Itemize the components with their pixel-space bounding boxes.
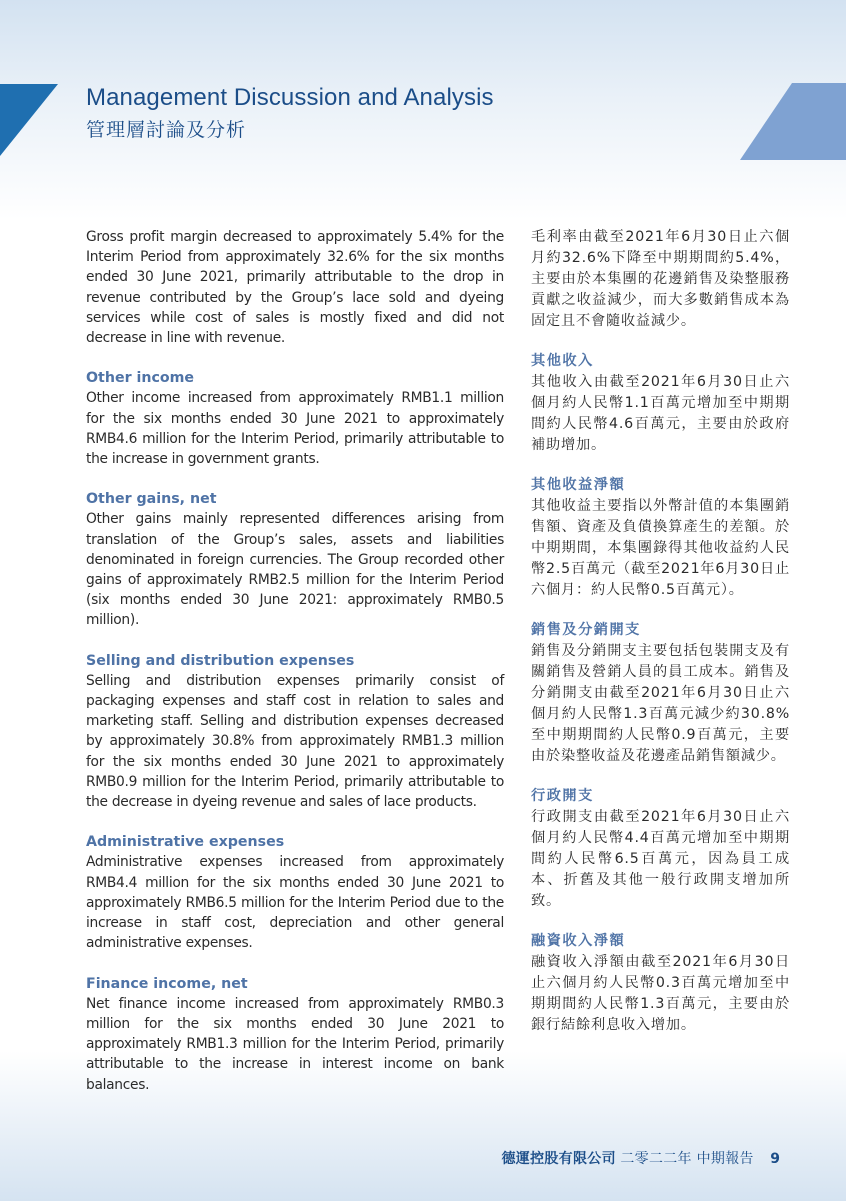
section-heading: Selling and distribution expenses bbox=[86, 652, 355, 669]
section-heading: Finance income, net bbox=[86, 975, 248, 992]
section-other-gains-en bbox=[86, 489, 504, 630]
page-footer bbox=[501, 1148, 780, 1168]
section-selling-expenses-zh bbox=[531, 620, 790, 767]
section-heading: 行政開支 bbox=[531, 788, 594, 804]
section-body: Administrative expenses increased from approximately RMB4.4 million for the six months ended 30 June 2021 to approximately RMB6.5 million for the Interim Period due to the increase in staff cost, depreciation and other general administrative expenses. bbox=[86, 854, 504, 952]
right-corner-triangle bbox=[740, 83, 846, 160]
section-heading: 其他收益淨額 bbox=[531, 477, 626, 493]
english-column bbox=[86, 227, 504, 1095]
section-heading: 銷售及分銷開支 bbox=[531, 622, 641, 638]
section-body: 銷售及分銷開支主要包括包裝開支及有關銷售及營銷人員的員工成本。銷售及分銷開支由截至2021年6月30日止六個月約人民幣1.3百萬元減少約30.8%至中期期間約人民幣0.9百萬元，主要由於染整收益及花邊產品銷售額減少。 bbox=[531, 643, 790, 764]
section-other-income-en bbox=[86, 368, 504, 469]
intro-paragraph-en: Gross profit margin decreased to approximately 5.4% for the Interim Period from approximately 32.6% for the six months ended 30 June 2021, primarily attributable to the drop in revenue contributed by the Group’s lace sold and dyeing services while cost of sales is mostly fixed and did not decrease in line with revenue. bbox=[86, 229, 504, 347]
page-title-english: Management Discussion and Analysis bbox=[86, 84, 494, 111]
section-finance-income-en bbox=[86, 974, 504, 1095]
section-admin-expenses-zh bbox=[531, 786, 790, 912]
page-number: 9 bbox=[770, 1151, 780, 1167]
section-other-income-zh bbox=[531, 351, 790, 456]
section-admin-expenses-en bbox=[86, 832, 504, 953]
section-heading: 融資收入淨額 bbox=[531, 933, 626, 949]
section-heading: Administrative expenses bbox=[86, 834, 285, 851]
chinese-column bbox=[531, 227, 790, 1036]
section-finance-income-zh bbox=[531, 931, 790, 1036]
footer-company-name: 德運控股有限公司 bbox=[501, 1151, 616, 1167]
section-body: Other income increased from approximately RMB1.1 million for the six months ended 30 June 2021 to approximately RMB4.6 million for the Interim Period, primarily attributable to the increase in government grants. bbox=[86, 390, 504, 468]
section-heading: Other income bbox=[86, 370, 195, 387]
section-other-gains-zh bbox=[531, 475, 790, 601]
section-heading: Other gains, net bbox=[86, 491, 217, 508]
intro-paragraph-zh: 毛利率由截至2021年6月30日止六個月約32.6%下降至中期期間約5.4%，主要由於本集團的花邊銷售及染整服務貢獻之收益減少，而大多數銷售成本為固定且不會隨收益減少。 bbox=[531, 229, 790, 329]
footer-report-title: 二零二二年 中期報告 bbox=[620, 1151, 754, 1167]
page-title-chinese: 管理層討論及分析 bbox=[86, 119, 247, 141]
section-body: 其他收益主要指以外幣計值的本集團銷售額、資產及負債換算產生的差額。於中期期間，本集團錄得其他收益約人民幣2.5百萬元（截至2021年6月30日止六個月：約人民幣0.5百萬元）。 bbox=[531, 498, 790, 598]
section-body: Net finance income increased from approximately RMB0.3 million for the six months ended 30 June 2021 to approximately RMB1.3 million for the Interim Period, primarily attributable to the increase in interest income on bank balances. bbox=[86, 995, 504, 1093]
section-selling-expenses-en bbox=[86, 651, 504, 813]
section-body: 融資收入淨額由截至2021年6月30日止六個月約人民幣0.3百萬元增加至中期期間約人民幣1.3百萬元，主要由於銀行結餘利息收入增加。 bbox=[531, 954, 790, 1033]
section-body: 行政開支由截至2021年6月30日止六個月約人民幣4.4百萬元增加至中期期間約人民幣6.5百萬元，因為員工成本、折舊及其他一般行政開支增加所致。 bbox=[531, 809, 790, 909]
section-body: Other gains mainly represented differences arising from translation of the Group’s sales, assets and liabilities denominated in foreign currencies. The Group recorded other gains of approximately RMB2.5 million for the Interim Period (six months ended 30 June 2021: approximately RMB0.5 million). bbox=[86, 511, 504, 629]
section-body: Selling and distribution expenses primarily consist of packaging expenses and staff cost in relation to sales and marketing staff. Selling and distribution expenses decreased by approximately 30.8% from approximately RMB1.3 million for the six months ended 30 June 2021 to approximately RMB0.9 million for the Interim Period, primarily attributable to the decrease in dyeing revenue and sales of lace products. bbox=[86, 672, 504, 811]
section-heading: 其他收入 bbox=[531, 353, 594, 369]
section-body: 其他收入由截至2021年6月30日止六個月約人民幣1.1百萬元增加至中期期間約人民幣4.6百萬元，主要由於政府補助增加。 bbox=[531, 374, 790, 453]
left-corner-triangle bbox=[0, 84, 58, 156]
